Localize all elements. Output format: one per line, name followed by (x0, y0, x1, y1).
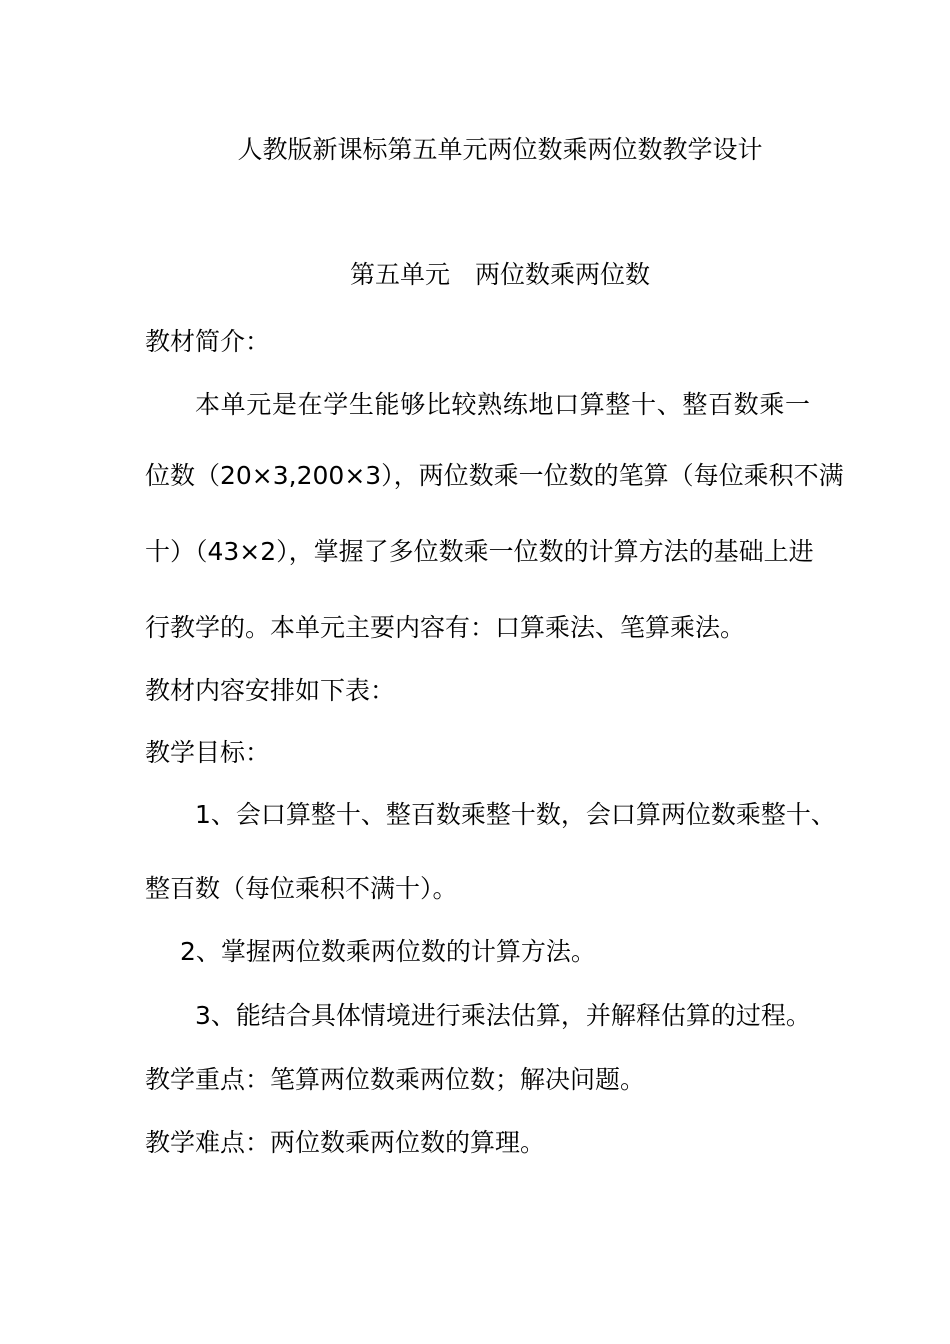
document-title: 人教版新课标第五单元两位数乘两位数教学设计 (237, 135, 763, 164)
goal-1-line-1: 1、会口算整十、整百数乘整十数，会口算两位数乘整十、 (195, 800, 836, 829)
intro-line-1: 本单元是在学生能够比较熟练地口算整十、整百数乘一 (195, 390, 810, 419)
intro-line-2: 位数（20×3,200×3），两位数乘一位数的笔算（每位乘积不满 (145, 461, 844, 490)
difficulty: 教学难点：两位数乘两位数的算理。 (145, 1128, 546, 1157)
intro-line-3: 十）（43×2），掌握了多位数乘一位数的计算方法的基础上进 (145, 537, 814, 566)
goals-heading: 教学目标： (145, 738, 271, 767)
goal-2: 2、掌握两位数乘两位数的计算方法。 (180, 937, 596, 966)
unit-title: 第五单元 两位数乘两位数 (349, 260, 650, 289)
goal-1-line-2: 整百数（每位乘积不满十）。 (145, 874, 458, 903)
key-point: 教学重点：笔算两位数乘两位数；解决问题。 (145, 1065, 646, 1094)
goal-3: 3、能结合具体情境进行乘法估算，并解释估算的过程。 (195, 1001, 811, 1030)
intro-line-4: 行教学的。本单元主要内容有：口算乘法、笔算乘法。 (145, 613, 746, 642)
content-arrangement: 教材内容安排如下表： (145, 676, 396, 705)
intro-heading: 教材简介： (145, 327, 271, 356)
